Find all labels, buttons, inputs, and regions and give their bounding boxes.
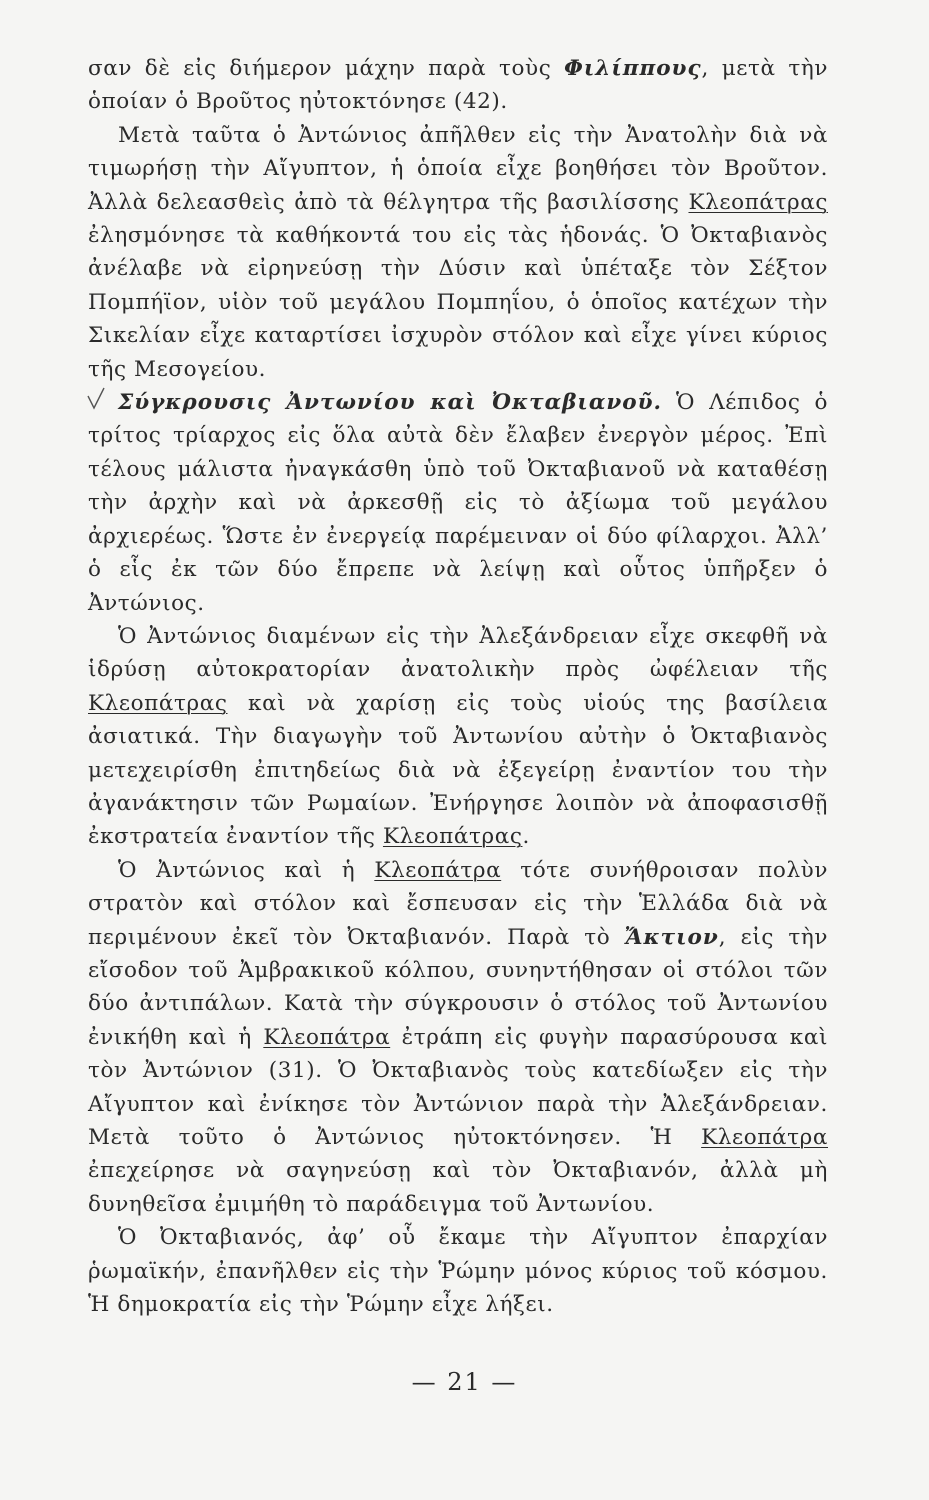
text-run: σαν δὲ εἰς διήμερον μάχην παρὰ τοὺς	[88, 56, 565, 81]
underlined-cleopatra: Κλεοπάτρας	[688, 189, 828, 215]
text-run: Μετὰ ταῦτα ὁ Ἀντώνιος ἀπῆλθεν εἰς τὴν Ἀνατολὴν διὰ νὰ τιμωρήσῃ τὴν Αἴγυπτον, ἡ ὁποία εἶχε βοηθήσει τὸν Βροῦτον. Ἀλλὰ δελεασθεὶς ἀπὸ τὰ θέλγητρα τῆς βασιλίσσης	[88, 122, 828, 215]
paragraph-2	[88, 119, 828, 386]
text-run: ἐπεχείρησε νὰ σαγηνεύσῃ καὶ τὸν Ὀκταβιανόν, ἀλλὰ μὴ δυνηθεῖσα ἐμιμήθη τὸ παράδειγμα τοῦ Ἀντωνίου.	[88, 1158, 828, 1217]
paragraph-1	[88, 52, 828, 119]
underlined-cleopatra: Κλεοπάτρας	[382, 824, 523, 850]
body-text	[88, 52, 828, 1321]
underlined-cleopatra: Κλεοπάτρας	[88, 690, 228, 716]
text-run: ἐλησμόνησε τὰ καθήκοντά του εἰς τὰς ἡδονάς. Ὁ Ὀκταβιανὸς ἀνέλαβε νὰ εἰρηνεύσῃ τὴν Δύσιν καὶ ὑπέταξε τὸν Σέξτον Πομπήϊον, υἱὸν τοῦ μεγάλου Πομπηΐου, ὁ ὁποῖος κατέχων τὴν Σικελίαν εἶχε καταρτίσει ἰσχυρὸν στόλον καὶ εἶχε γίνει κύριος τῆς Μεσογείου.	[88, 223, 828, 382]
text-run: Ὁ Ὀκταβιανός, ἀφ’ οὗ ἔκαμε τὴν Αἴγυπτον ἐπαρχίαν ῥωμαϊκήν, ἐπανῆλθεν εἰς τὴν Ῥώμην μόνος κύριος τοῦ κόσμου. Ἡ δημοκρατία εἰς τὴν Ῥώμην εἶχε λήξει.	[88, 1225, 828, 1318]
emphasis-actium: Ἄκτιον	[624, 924, 719, 950]
text-run: καὶ νὰ χαρίσῃ εἰς τοὺς υἱούς της βασίλεια ἀσιατικά. Τὴν διαγωγὴν τοῦ Ἀντωνίου αὐτὴν ὁ Ὀκταβιανὸς μετεχειρίσθη ἐπιτηδείως διὰ νὰ ἐξεγείρῃ ἐναντίον του τὴν ἀγανάκτησιν τῶν Ρωμαίων. Ἐνήργησε λοιπὸν νὰ ἀποφασισθῇ ἐκστρατεία ἐναντίον τῆς	[88, 690, 828, 850]
text-run: .	[522, 824, 530, 850]
underlined-cleopatra: Κλεοπάτρα	[701, 1125, 828, 1150]
paragraph-6	[88, 1221, 828, 1321]
page-number: — 21 —	[411, 1368, 518, 1396]
text-run: Ὁ Ἀντώνιος διαμένων εἰς τὴν Ἀλεξάνδρειαν εἶχε σκεφθῆ νὰ ἱδρύσῃ αὐτοκρατορίαν ἀνατολικὴν πρὸς ὠφέλειαν τῆς	[88, 623, 828, 683]
emphasis-philippi: Φιλίππους	[564, 56, 702, 81]
text-run: , μετὰ τὴν ὁποίαν ὁ Βροῦτος ηὐτοκτόνησε (42).	[88, 56, 829, 115]
text-run: Ὁ Ἀντώνιος καὶ ἡ	[118, 857, 375, 883]
paragraph-4	[88, 620, 828, 854]
underlined-cleopatra: Κλεοπάτρα	[263, 1024, 391, 1050]
underlined-cleopatra: Κλεοπάτρα	[374, 857, 502, 883]
text-run: ἐτράπη εἰς φυγὴν παρασύρουσα καὶ τὸν Ἀντώνιον (31). Ὁ Ὀκταβιανὸς τοὺς κατεδίωξεν εἰς τὴν Αἴγυπτον καὶ ἐνίκησε τὸν Ἀντώνιον παρὰ τὴν Ἀλεξάνδρειαν. Μετὰ τοῦτο ὁ Ἀντώνιος ηὐτοκτόνησεν. Ἡ	[88, 1024, 828, 1150]
text-run: τότε συνήθροισαν πολὺν στρατὸν καὶ στόλον καὶ ἔσπευσαν εἰς τὴν Ἑλλάδα διὰ νὰ περιμένουν ἐκεῖ τὸν Ὀκταβιανόν. Παρὰ τὸ	[88, 857, 829, 950]
section-heading: Σύγκρουσις Ἀντωνίου καὶ Ὀκταβιανοῦ.	[118, 390, 663, 416]
paragraph-5	[88, 854, 828, 1221]
text-run: , εἰς τὴν εἴσοδον τοῦ Ἀμβρακικοῦ κόλπου, συνηντήθησαν οἱ στόλοι τῶν δύο ἀντιπάλων. Κατὰ τὴν σύγκρουσιν ὁ στόλος τοῦ Ἀντωνίου ἐνικήθη καὶ ἡ	[88, 924, 828, 1050]
paragraph-3	[88, 386, 828, 620]
text-run: Ὁ Λέπιδος ὁ τρίτος τρίαρχος εἰς ὅλα αὐτὰ δὲν ἔλαβεν ἐνεργὸν μέρος. Ἐπὶ τέλους μάλιστα ἠναγκάσθη ὑπὸ τοῦ Ὀκταβιανοῦ νὰ καταθέσῃ τὴν ἀρχὴν καὶ νὰ ἀρκεσθῇ εἰς τὸ ἀξίωμα τοῦ μεγάλου ἀρχιερέως. Ὥστε ἐν ἐνεργείᾳ παρέμειναν οἱ δύο φίλαρχοι. Ἀλλ’ ὁ εἷς ἐκ τῶν δύο ἔπρεπε νὰ λείψῃ καὶ οὗτος ὑπῆρξεν ὁ Ἀντώνιος.	[88, 390, 828, 616]
